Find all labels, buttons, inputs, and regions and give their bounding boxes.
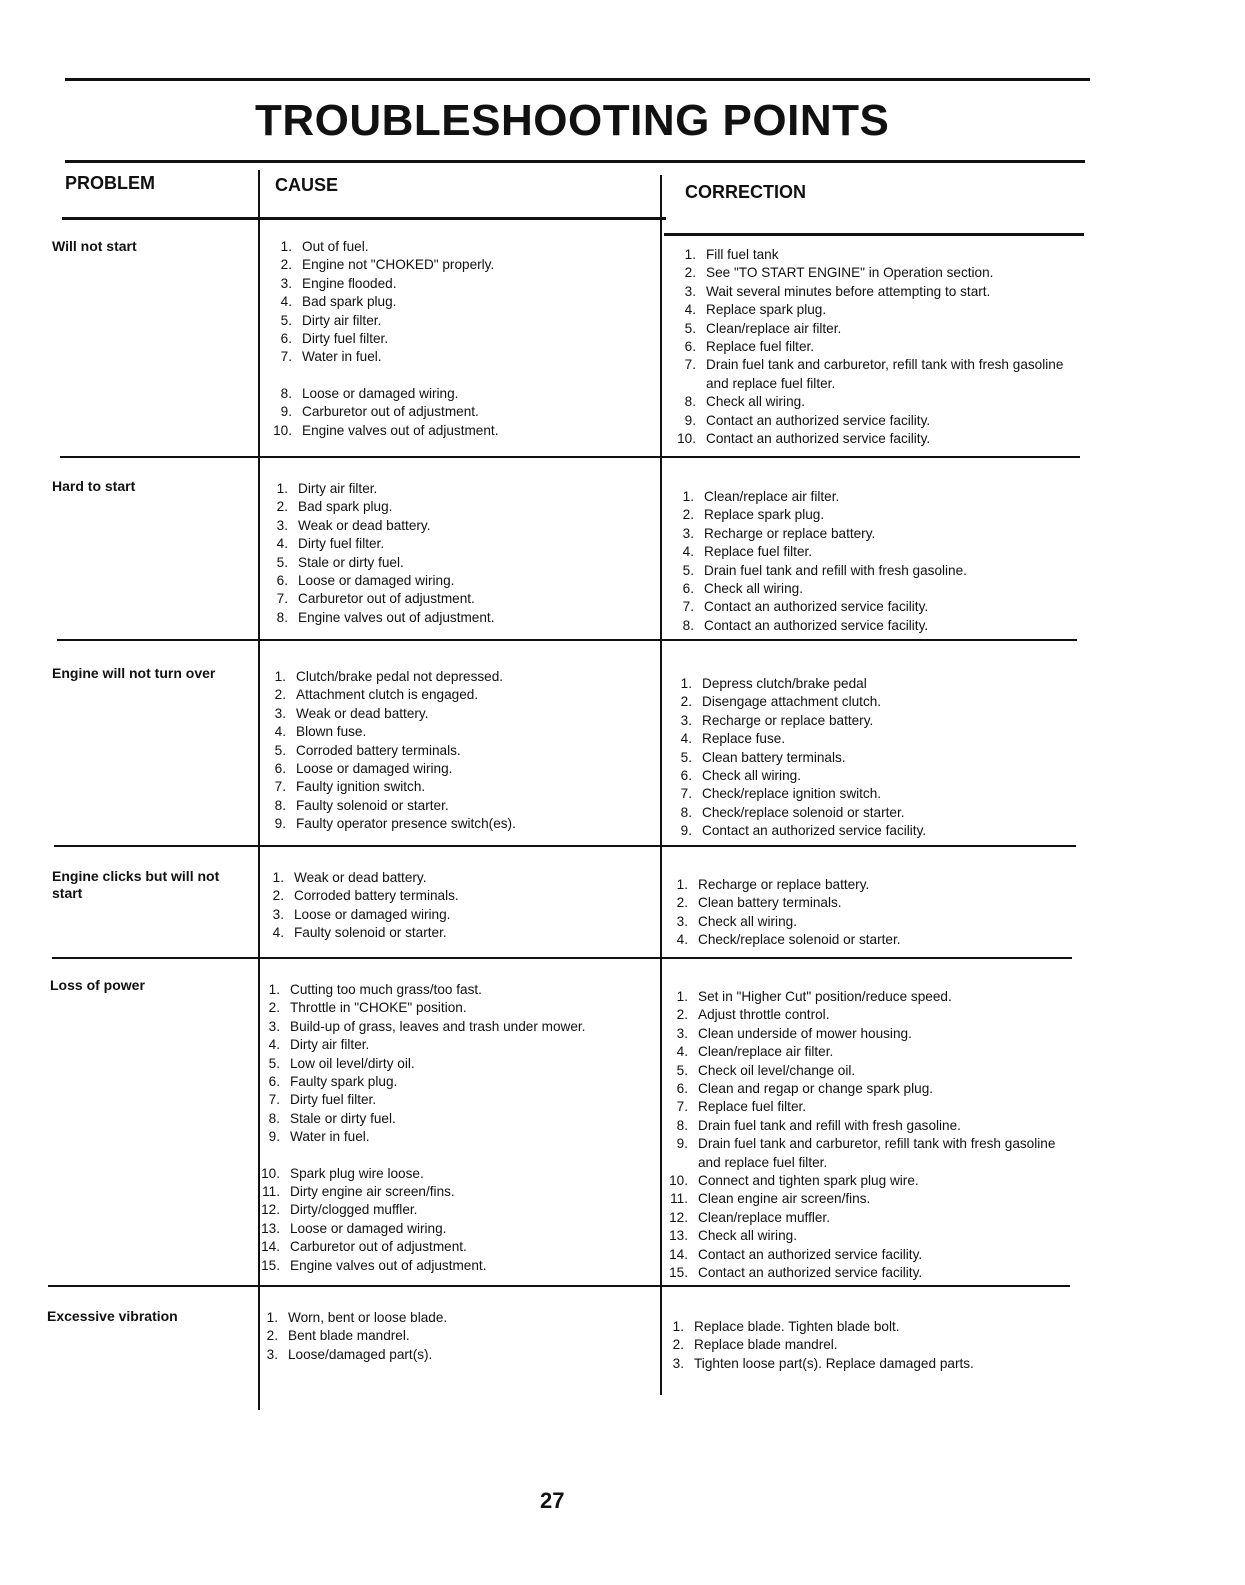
column-line-right xyxy=(660,175,662,1395)
list-item: 10. Spark plug wire loose. xyxy=(261,1165,424,1181)
correction-list xyxy=(668,675,1063,841)
problem-label: Hard to start xyxy=(52,478,136,494)
cause-list xyxy=(262,668,652,834)
cause-list xyxy=(256,981,651,1275)
list-item: 2. Bad spark plug. xyxy=(276,499,393,515)
correction-list xyxy=(670,488,1065,635)
row-divider xyxy=(52,957,1072,959)
list-item: 9. Contact an authorized service facility. xyxy=(680,823,927,839)
problem-label: Will not start xyxy=(52,238,137,254)
header-underline-left xyxy=(62,217,666,220)
list-item: 4. Dirty air filter. xyxy=(268,1037,370,1053)
list-item: 8. Check/replace solenoid or starter. xyxy=(680,804,905,820)
list-item: 5. Clean/replace air filter. xyxy=(684,320,842,336)
list-item: 11. Clean engine air screen/fins. xyxy=(670,1191,871,1207)
correction-list xyxy=(660,1318,1060,1373)
problem-label: Engine clicks but will not start xyxy=(52,868,220,901)
list-item: 3. Build-up of grass, leaves and trash under mower. xyxy=(268,1018,586,1034)
list-item: 3. Recharge or replace battery. xyxy=(680,712,874,728)
list-item: 2. See "TO START ENGINE" in Operation section. xyxy=(684,265,994,281)
list-item: 1. Clean/replace air filter. xyxy=(682,489,840,504)
list-item: 1. Replace blade. Tighten blade bolt. xyxy=(672,1319,900,1334)
list-item: 2. Replace spark plug. xyxy=(682,507,825,523)
list-item: 6. Loose or damaged wiring. xyxy=(274,761,453,777)
list-item: 2. Engine not "CHOKED" properly. xyxy=(280,257,495,273)
list-item: 9. Drain fuel tank and carburetor, refill tank with fresh gasoline and replace fuel filter. xyxy=(676,1136,1056,1170)
list-item: 6. Faulty spark plug. xyxy=(268,1074,398,1090)
list-item: 5. Corroded battery terminals. xyxy=(274,742,461,758)
correction-list xyxy=(664,988,1064,1283)
list-item: 8. Loose or damaged wiring. xyxy=(280,385,459,401)
problem-label: Engine will not turn over xyxy=(52,665,216,681)
problem-label: Loss of power xyxy=(50,977,145,993)
list-item: 5. Dirty air filter. xyxy=(280,312,382,328)
list-item: 13. Loose or damaged wiring. xyxy=(261,1220,447,1236)
list-item: 4. Check/replace solenoid or starter. xyxy=(676,932,901,948)
cause-list xyxy=(268,238,653,440)
list-item: 14. Contact an authorized service facility. xyxy=(669,1246,923,1262)
header-problem: PROBLEM xyxy=(65,173,155,193)
list-item: 7. Faulty ignition switch. xyxy=(274,779,426,795)
list-item: 3. Loose or damaged wiring. xyxy=(272,906,451,922)
list-item: 4. Replace spark plug. xyxy=(684,302,827,318)
list-item: 1. Cutting too much grass/too fast. xyxy=(268,982,482,997)
title-underline xyxy=(65,160,1085,163)
header-correction: CORRECTION xyxy=(685,182,806,202)
cause-list xyxy=(264,480,649,627)
list-item: 6. Check all wiring. xyxy=(682,581,803,597)
list-item: 8. Check all wiring. xyxy=(684,394,805,410)
list-item: 4. Dirty fuel filter. xyxy=(276,536,385,552)
list-item: 8. Faulty solenoid or starter. xyxy=(274,797,449,813)
list-item: 3. Recharge or replace battery. xyxy=(682,525,876,541)
list-item: 4. Faulty solenoid or starter. xyxy=(272,925,447,941)
list-item: 2. Adjust throttle control. xyxy=(676,1007,830,1023)
list-item: 2. Corroded battery terminals. xyxy=(272,888,459,904)
list-item: 6. Replace fuel filter. xyxy=(684,339,815,355)
page-title: TROUBLESHOOTING POINTS xyxy=(255,96,890,145)
row-divider xyxy=(48,1285,1070,1287)
header-underline-right xyxy=(664,233,1084,236)
list-item: 1. Worn, bent or loose blade. xyxy=(266,1310,448,1325)
list-item: 12. Clean/replace muffler. xyxy=(669,1209,830,1225)
list-item: 9. Contact an authorized service facility. xyxy=(684,412,931,428)
list-item: 8. Stale or dirty fuel. xyxy=(268,1110,396,1126)
list-item: 3. Loose/damaged part(s). xyxy=(266,1346,433,1362)
list-item: 5. Clean battery terminals. xyxy=(680,749,846,765)
list-item: 3. Clean underside of mower housing. xyxy=(676,1025,912,1041)
list-item: 10. Engine valves out of adjustment. xyxy=(273,422,499,438)
list-item: 7. Contact an authorized service facility. xyxy=(682,599,929,615)
list-item: 6. Check all wiring. xyxy=(680,768,801,784)
list-item: 3. Engine flooded. xyxy=(280,275,397,291)
list-item: 1. Depress clutch/brake pedal xyxy=(680,676,867,691)
list-item: 10. Contact an authorized service facility. xyxy=(677,431,931,447)
list-item: 3. Check all wiring. xyxy=(676,913,797,929)
list-item: 5. Drain fuel tank and refill with fresh gasoline. xyxy=(682,562,967,578)
list-item: 9. Water in fuel. xyxy=(268,1129,370,1145)
list-item: 4. Replace fuel filter. xyxy=(682,544,813,560)
list-item: 13. Check all wiring. xyxy=(669,1228,797,1244)
problem-label: Excessive vibration xyxy=(47,1308,178,1324)
page-number: 27 xyxy=(540,1488,565,1513)
list-item: 12. Dirty/clogged muffler. xyxy=(261,1202,418,1218)
list-item: 5. Stale or dirty fuel. xyxy=(276,554,404,570)
list-item: 1. Fill fuel tank xyxy=(684,247,779,262)
row-divider xyxy=(54,845,1076,847)
list-item: 4. Clean/replace air filter. xyxy=(676,1044,834,1060)
list-item: 8. Drain fuel tank and refill with fresh gasoline. xyxy=(676,1117,961,1133)
cause-list xyxy=(260,869,650,943)
row-divider xyxy=(60,456,1080,458)
list-item: 8. Engine valves out of adjustment. xyxy=(276,609,495,625)
list-item: 3. Tighten loose part(s). Replace damaged parts. xyxy=(672,1355,974,1371)
list-item: 6. Clean and regap or change spark plug. xyxy=(676,1081,934,1097)
list-item: 11. Dirty engine air screen/fins. xyxy=(262,1184,455,1200)
header-cause: CAUSE xyxy=(275,175,339,195)
list-item: 7. Drain fuel tank and carburetor, refill tank with fresh gasoline and replace fuel filter. xyxy=(684,357,1064,391)
list-item: 3. Wait several minutes before attempting to start. xyxy=(684,283,991,299)
list-item: 5. Low oil level/dirty oil. xyxy=(268,1055,415,1071)
correction-list xyxy=(672,246,1067,448)
list-item: 2. Replace blade mandrel. xyxy=(672,1337,838,1353)
cause-list xyxy=(254,1309,649,1364)
list-item: 4. Blown fuse. xyxy=(274,724,367,740)
list-item: 1. Recharge or replace battery. xyxy=(676,877,870,892)
list-item: 2. Bent blade mandrel. xyxy=(266,1328,410,1344)
list-item: 14. Carburetor out of adjustment. xyxy=(261,1239,467,1255)
list-item: 10. Connect and tighten spark plug wire. xyxy=(669,1173,919,1189)
list-item: 1. Weak or dead battery. xyxy=(272,870,427,885)
list-item: 2. Attachment clutch is engaged. xyxy=(274,687,479,703)
list-item: 15. Contact an authorized service facility. xyxy=(669,1265,923,1281)
list-item: 8. Contact an authorized service facility. xyxy=(682,617,929,633)
list-item: 7. Replace fuel filter. xyxy=(676,1099,807,1115)
list-item: 6. Dirty fuel filter. xyxy=(280,331,389,347)
list-item: 1. Out of fuel. xyxy=(280,239,369,254)
list-item: 6. Loose or damaged wiring. xyxy=(276,573,455,589)
list-item: 3. Weak or dead battery. xyxy=(274,705,429,721)
list-item: 2. Throttle in "CHOKE" position. xyxy=(268,1000,467,1016)
list-item: 1. Set in "Higher Cut" position/reduce speed. xyxy=(676,989,952,1004)
row-divider xyxy=(57,639,1077,641)
list-item: 1. Clutch/brake pedal not depressed. xyxy=(274,669,504,684)
correction-list xyxy=(664,876,1059,950)
list-item: 7. Carburetor out of adjustment. xyxy=(276,591,475,607)
list-item: 5. Check oil level/change oil. xyxy=(676,1062,856,1078)
list-item: 2. Disengage attachment clutch. xyxy=(680,694,882,710)
list-item: 7. Check/replace ignition switch. xyxy=(680,786,882,802)
list-item: 9. Carburetor out of adjustment. xyxy=(280,404,479,420)
list-item: 7. Water in fuel. xyxy=(280,349,382,365)
list-item: 2. Clean battery terminals. xyxy=(676,895,842,911)
list-item: 3. Weak or dead battery. xyxy=(276,517,431,533)
list-item: 1. Dirty air filter. xyxy=(276,481,378,496)
list-item: 4. Bad spark plug. xyxy=(280,294,397,310)
list-item: 7. Dirty fuel filter. xyxy=(268,1092,377,1108)
list-item: 15. Engine valves out of adjustment. xyxy=(261,1257,487,1273)
top-rule xyxy=(65,78,1090,81)
list-item: 9. Faulty operator presence switch(es). xyxy=(274,816,516,832)
list-item: 4. Replace fuse. xyxy=(680,731,786,747)
